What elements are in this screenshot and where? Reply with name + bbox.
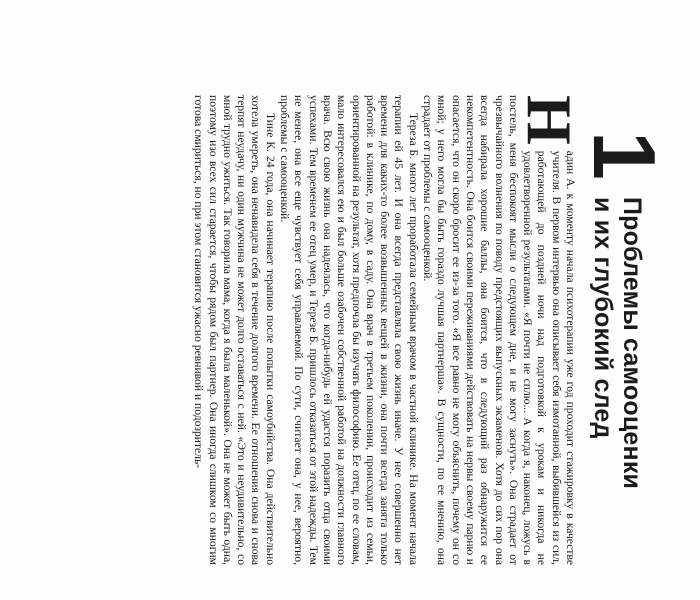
chapter-number: 1 xyxy=(575,131,674,180)
chapter-title-line-1: Проблемы самооценки xyxy=(618,197,646,490)
chapter-title xyxy=(588,197,646,489)
paragraph-tereza: Тереза Б. много лет проработала семейным врачом в частной клинике. На момент начала терапии ей 45 лет. И она всегда представляла свою жизнь иначе. У нее совершенно нет времени для каких-то более возвышенных вещей в жизни, она почти всегда занята только работой: в клинике, по дому, в саду. Она врач в третьем поколении, происходит из семьи, ориентированной на результат, хотя предпочла бы изучать философию. Ее отец, по ее словам, мало интересовался ею и был больше озабочен собственной работой на должности главного врача. Всю свою жизнь она надеялась, что когда-нибудь ей удастся поразить отца своими успехами. Тем временем ее отец умер, и Терезе Б. пришлось отказаться от этой надежды. Тем не менее, она все еще чувствует себя управляемой. По сути, считает она, у нее, вероятно, проблемы с самооценкой. xyxy=(278,95,420,565)
rotated-page-content xyxy=(45,95,695,565)
body-text xyxy=(191,95,585,565)
drop-cap: Н xyxy=(514,95,585,145)
paragraph-text: адин А. к моменту начала психотерапии уже год проходит стажировку в качестве учителя. В первом интервью она описывает себя измотанной, выбившейся из сил, работающей до поздней ночи над подготовкой к урокам и никогда не удовлетворенной результатами. «Я почти не сплю... А когда я, наконец, ложусь в постель, меня беспокоят мысли о следующем дне, и не могу заснуть». Она страдает от чрезвычайного волнения по поводу предстоящих выпускных экзаменов. Хотя до сих пор она всегда набирала хорошие баллы, она боится, что в следующий раз обнаружится ее некомпетентность. Она боится своими переживаниями действовать на нервы своему парню и опасается, что он скоро бросит ее из-за того. «Я все равно не могу объяснить, почему он со мной; у него могла бы быть гораздо лучшая партнерша». В сущности, по ее мнению, она страдает от проблемы с самооценкой. xyxy=(421,95,577,565)
paragraph-tina: Тине К. 24 года, она начинает терапию после попытки самоубийства. Она действительно хотела умереть, она ненавидела себя в течение долгого времени. Ее отношения снова и снова терпят неудачу, ни один мужчина не может долго оставаться с ней. «Это и неудивительно, со мной трудно ужиться. Так говорила мама, когда я была маленькой». Она не может быть одна, поэтому изо всех сил старается, чтобы рядом был партнер. Она иногда слишком со многим готова смириться, но при этом становится ужасно ревнивой и подозритель- xyxy=(192,95,277,565)
chapter-title-line-2: и их глубокий след xyxy=(589,197,617,439)
paragraph-nadin xyxy=(420,95,585,565)
